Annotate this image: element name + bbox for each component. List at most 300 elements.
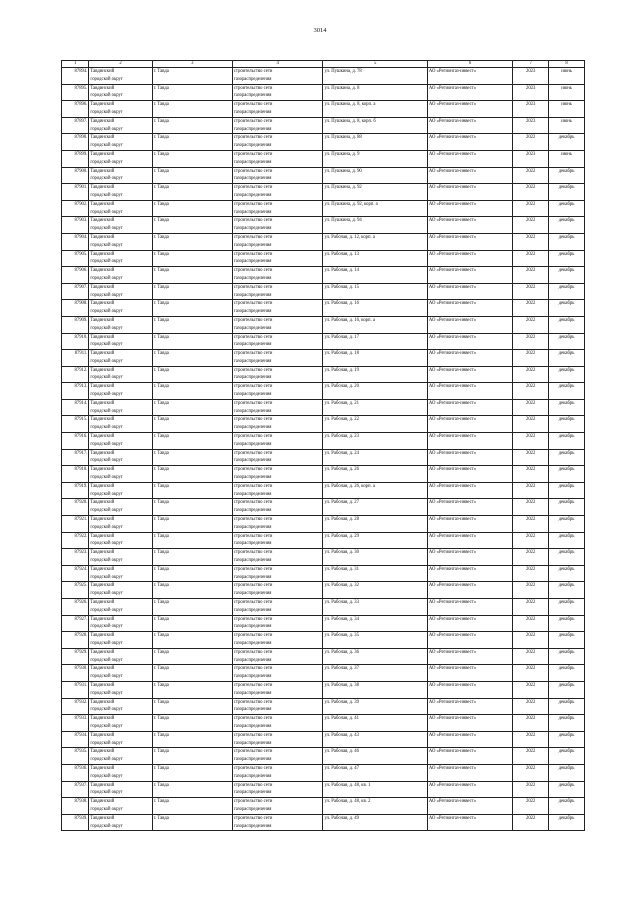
row-number: 87900. — [62, 167, 89, 184]
city-cell: г. Тавда — [152, 383, 232, 400]
work-line-1: строительство сети — [233, 583, 273, 589]
month-cell: декабрь — [549, 565, 585, 582]
row-number: 87933. — [62, 715, 89, 732]
address-cell: ул. Рабочая, д. 37 — [323, 665, 427, 682]
month-cell: декабрь — [549, 715, 585, 732]
table-row — [62, 449, 585, 466]
district-line-1: Тавдинский — [90, 168, 115, 174]
district-cell — [89, 101, 152, 118]
work-cell — [232, 814, 323, 831]
work-cell — [232, 582, 323, 599]
district-line-2: городской округ — [90, 342, 123, 348]
work-line-2: газораспределения — [233, 624, 272, 630]
work-line-1: строительство сети — [233, 517, 273, 523]
district-cell — [89, 449, 152, 466]
organization-cell: АО «Регионгаз-инвест» — [427, 217, 512, 234]
year-cell: 2022 — [513, 565, 549, 582]
year-cell: 2022 — [513, 449, 549, 466]
organization-cell: АО «Регионгаз-инвест» — [427, 532, 512, 549]
district-line-1: Тавдинский — [90, 284, 115, 290]
city-cell: г. Тавда — [152, 599, 232, 616]
row-number: 87905. — [62, 250, 89, 267]
work-cell — [232, 200, 323, 217]
address-cell: ул. Рабочая, д. 12, корп. а — [323, 233, 427, 250]
district-line-2: городской округ — [90, 109, 123, 115]
district-cell — [89, 599, 152, 616]
district-cell — [89, 781, 152, 798]
work-line-2: газораспределения — [233, 757, 272, 763]
district-line-1: Тавдинский — [90, 135, 115, 141]
work-line-1: строительство сети — [233, 400, 273, 406]
table-row — [62, 764, 585, 781]
year-cell: 2022 — [513, 648, 549, 665]
work-line-2: газораспределения — [233, 558, 272, 564]
city-cell: г. Тавда — [152, 117, 232, 134]
organization-cell: АО «Регионгаз-инвест» — [427, 333, 512, 350]
district-line-2: городской округ — [90, 275, 123, 281]
organization-cell: АО «Регионгаз-инвест» — [427, 615, 512, 632]
table-row — [62, 798, 585, 815]
address-cell: ул. Рабочая, д. 48, кв. 2 — [323, 798, 427, 815]
work-line-1: строительство сети — [233, 85, 273, 91]
month-cell: декабрь — [549, 781, 585, 798]
work-cell — [232, 84, 323, 101]
work-line-2: газораспределения — [233, 126, 272, 132]
table-row — [62, 814, 585, 831]
city-cell: г. Тавда — [152, 167, 232, 184]
month-cell: декабрь — [549, 516, 585, 533]
district-cell — [89, 233, 152, 250]
organization-cell: АО «Регионгаз-инвест» — [427, 814, 512, 831]
work-line-2: газораспределения — [233, 325, 272, 331]
organization-cell: АО «Регионгаз-инвест» — [427, 283, 512, 300]
district-line-1: Тавдинский — [90, 616, 115, 622]
work-line-1: строительство сети — [233, 334, 273, 340]
district-line-1: Тавдинский — [90, 467, 115, 473]
row-number: 87911. — [62, 350, 89, 367]
row-number: 87915. — [62, 416, 89, 433]
district-line-2: городской округ — [90, 740, 123, 746]
work-line-2: газораспределения — [233, 574, 272, 580]
work-line-2: газораспределения — [233, 93, 272, 99]
district-cell — [89, 764, 152, 781]
organization-cell: АО «Регионгаз-инвест» — [427, 300, 512, 317]
address-cell: ул. Пушкина, д. 78 — [323, 68, 427, 85]
district-line-2: городской округ — [90, 541, 123, 547]
work-cell — [232, 134, 323, 151]
organization-cell: АО «Регионгаз-инвест» — [427, 731, 512, 748]
work-cell — [232, 532, 323, 549]
district-line-2: городской округ — [90, 773, 123, 779]
work-cell — [232, 781, 323, 798]
city-cell: г. Тавда — [152, 101, 232, 118]
district-cell — [89, 184, 152, 201]
district-cell — [89, 499, 152, 516]
row-number: 87921. — [62, 516, 89, 533]
address-cell: ул. Рабочая, д. 36 — [323, 648, 427, 665]
month-cell: декабрь — [549, 250, 585, 267]
district-line-1: Тавдинский — [90, 367, 115, 373]
year-cell: 2022 — [513, 300, 549, 317]
city-cell: г. Тавда — [152, 267, 232, 284]
work-line-1: строительство сети — [233, 765, 273, 771]
year-cell: 2022 — [513, 482, 549, 499]
organization-cell: АО «Регионгаз-инвест» — [427, 665, 512, 682]
district-line-2: городской округ — [90, 392, 123, 398]
district-line-2: городской округ — [90, 76, 123, 82]
address-cell: ул. Рабочая, д. 31 — [323, 565, 427, 582]
year-cell: 2022 — [513, 681, 549, 698]
month-cell: декабрь — [549, 217, 585, 234]
year-cell: 2022 — [513, 433, 549, 450]
district-cell — [89, 217, 152, 234]
work-line-1: строительство сети — [233, 367, 273, 373]
work-line-1: строительство сети — [233, 185, 273, 191]
table-row — [62, 665, 585, 682]
district-line-1: Тавдинский — [90, 699, 115, 705]
table-row — [62, 715, 585, 732]
city-cell: г. Тавда — [152, 665, 232, 682]
work-line-2: газораспределения — [233, 159, 272, 165]
work-cell — [232, 150, 323, 167]
organization-cell: АО «Регионгаз-инвест» — [427, 582, 512, 599]
table-row — [62, 582, 585, 599]
month-cell: декабрь — [549, 233, 585, 250]
table-row — [62, 150, 585, 167]
work-line-1: строительство сети — [233, 649, 273, 655]
organization-cell: АО «Регионгаз-инвест» — [427, 117, 512, 134]
district-line-1: Тавдинский — [90, 799, 115, 805]
table-row — [62, 482, 585, 499]
row-number: 87920. — [62, 499, 89, 516]
district-cell — [89, 267, 152, 284]
work-line-2: газораспределения — [233, 591, 272, 597]
district-line-1: Тавдинский — [90, 483, 115, 489]
city-cell: г. Тавда — [152, 150, 232, 167]
city-cell: г. Тавда — [152, 814, 232, 831]
year-cell: 2022 — [513, 233, 549, 250]
district-line-1: Тавдинский — [90, 566, 115, 572]
month-cell: июнь — [549, 101, 585, 118]
work-cell — [232, 466, 323, 483]
table-row — [62, 565, 585, 582]
organization-cell: АО «Регионгаз-инвест» — [427, 599, 512, 616]
address-cell: ул. Рабочая, д. 18 — [323, 350, 427, 367]
row-number: 87930. — [62, 665, 89, 682]
column-header: 4 — [232, 61, 323, 68]
address-cell: ул. Рабочая, д. 49 — [323, 814, 427, 831]
work-cell — [232, 316, 323, 333]
organization-cell: АО «Регионгаз-инвест» — [427, 449, 512, 466]
work-line-1: строительство сети — [233, 500, 273, 506]
work-line-2: газораспределения — [233, 309, 272, 315]
year-cell: 2023 — [513, 84, 549, 101]
header-row — [62, 61, 585, 68]
city-cell: г. Тавда — [152, 283, 232, 300]
address-cell: ул. Рабочая, д. 15 — [323, 283, 427, 300]
work-cell — [232, 731, 323, 748]
work-line-1: строительство сети — [233, 616, 273, 622]
column-header: 8 — [549, 61, 585, 68]
work-cell — [232, 101, 323, 118]
work-cell — [232, 416, 323, 433]
work-line-2: газораспределения — [233, 226, 272, 232]
month-cell: декабрь — [549, 416, 585, 433]
district-line-1: Тавдинский — [90, 533, 115, 539]
row-number: 87907. — [62, 283, 89, 300]
district-cell — [89, 715, 152, 732]
row-number: 87931. — [62, 681, 89, 698]
work-cell — [232, 233, 323, 250]
city-cell: г. Тавда — [152, 516, 232, 533]
work-cell — [232, 184, 323, 201]
district-line-1: Тавдинский — [90, 600, 115, 605]
city-cell: г. Тавда — [152, 565, 232, 582]
month-cell: декабрь — [549, 134, 585, 151]
city-cell: г. Тавда — [152, 449, 232, 466]
year-cell: 2022 — [513, 333, 549, 350]
address-cell: ул. Пушкина, д. 8, корп. б — [323, 117, 427, 134]
row-number: 87918. — [62, 466, 89, 483]
year-cell: 2022 — [513, 731, 549, 748]
row-number: 87908. — [62, 300, 89, 317]
work-cell — [232, 615, 323, 632]
address-cell: ул. Рабочая, д. 24 — [323, 449, 427, 466]
district-line-2: городской округ — [90, 640, 123, 646]
year-cell: 2023 — [513, 150, 549, 167]
work-line-1: строительство сети — [233, 699, 273, 705]
year-cell: 2023 — [513, 117, 549, 134]
district-line-2: городской округ — [90, 159, 123, 165]
district-line-2: городской округ — [90, 690, 123, 696]
work-cell — [232, 798, 323, 815]
organization-cell: АО «Регионгаз-инвест» — [427, 798, 512, 815]
district-line-2: городской округ — [90, 259, 123, 265]
table-row — [62, 433, 585, 450]
work-line-1: строительство сети — [233, 284, 273, 290]
district-cell — [89, 632, 152, 649]
district-line-2: городской округ — [90, 491, 123, 497]
city-cell: г. Тавда — [152, 499, 232, 516]
year-cell: 2022 — [513, 416, 549, 433]
district-line-2: городской округ — [90, 93, 123, 99]
organization-cell: АО «Регионгаз-инвест» — [427, 433, 512, 450]
table-row — [62, 101, 585, 118]
district-line-1: Тавдинский — [90, 384, 115, 390]
district-cell — [89, 167, 152, 184]
address-cell: ул. Пушкина, д. 92 — [323, 184, 427, 201]
district-cell — [89, 466, 152, 483]
year-cell: 2022 — [513, 632, 549, 649]
organization-cell: АО «Регионгаз-инвест» — [427, 267, 512, 284]
month-cell: декабрь — [549, 283, 585, 300]
row-number: 87939. — [62, 814, 89, 831]
work-line-1: строительство сети — [233, 251, 273, 257]
row-number: 87896. — [62, 101, 89, 118]
table-row — [62, 134, 585, 151]
city-cell: г. Тавда — [152, 350, 232, 367]
city-cell: г. Тавда — [152, 316, 232, 333]
year-cell: 2022 — [513, 184, 549, 201]
city-cell: г. Тавда — [152, 233, 232, 250]
row-number: 87897. — [62, 117, 89, 134]
city-cell: г. Тавда — [152, 615, 232, 632]
address-cell: ул. Рабочая, д. 23 — [323, 433, 427, 450]
month-cell: декабрь — [549, 814, 585, 831]
city-cell: г. Тавда — [152, 648, 232, 665]
row-number: 87899. — [62, 150, 89, 167]
month-cell: декабрь — [549, 184, 585, 201]
table-row — [62, 267, 585, 284]
district-cell — [89, 366, 152, 383]
work-line-1: строительство сети — [233, 533, 273, 539]
organization-cell: АО «Регионгаз-инвест» — [427, 648, 512, 665]
month-cell: декабрь — [549, 267, 585, 284]
district-line-2: городской округ — [90, 707, 123, 713]
district-line-1: Тавдинский — [90, 69, 115, 74]
work-cell — [232, 764, 323, 781]
district-line-1: Тавдинский — [90, 765, 115, 771]
organization-cell: АО «Регионгаз-инвест» — [427, 482, 512, 499]
district-line-2: городской округ — [90, 508, 123, 514]
year-cell: 2022 — [513, 582, 549, 599]
month-cell: июнь — [549, 68, 585, 85]
district-cell — [89, 798, 152, 815]
district-line-1: Тавдинский — [90, 201, 115, 207]
row-number: 87903. — [62, 217, 89, 234]
district-line-1: Тавдинский — [90, 102, 115, 108]
address-cell: ул. Рабочая, д. 14 — [323, 267, 427, 284]
table-row — [62, 333, 585, 350]
district-line-1: Тавдинский — [90, 301, 115, 307]
work-cell — [232, 68, 323, 85]
district-line-1: Тавдинский — [90, 583, 115, 589]
organization-cell: АО «Регионгаз-инвест» — [427, 499, 512, 516]
table-row — [62, 200, 585, 217]
address-cell: ул. Рабочая, д. 21 — [323, 399, 427, 416]
month-cell: декабрь — [549, 582, 585, 599]
district-cell — [89, 615, 152, 632]
district-line-1: Тавдинский — [90, 218, 115, 224]
row-number: 87917. — [62, 449, 89, 466]
organization-cell: АО «Регионгаз-инвест» — [427, 698, 512, 715]
district-line-1: Тавдинский — [90, 649, 115, 655]
address-cell: ул. Рабочая, д. 34 — [323, 615, 427, 632]
month-cell: декабрь — [549, 350, 585, 367]
work-cell — [232, 167, 323, 184]
address-cell: ул. Рабочая, д. 20 — [323, 383, 427, 400]
district-cell — [89, 482, 152, 499]
work-line-1: строительство сети — [233, 69, 273, 74]
work-cell — [232, 565, 323, 582]
month-cell: декабрь — [549, 648, 585, 665]
year-cell: 2022 — [513, 200, 549, 217]
table-row — [62, 167, 585, 184]
month-cell: декабрь — [549, 681, 585, 698]
organization-cell: АО «Регионгаз-инвест» — [427, 516, 512, 533]
work-line-2: газораспределения — [233, 242, 272, 248]
row-number: 87916. — [62, 433, 89, 450]
district-line-2: городской округ — [90, 242, 123, 248]
column-header: 2 — [89, 61, 152, 68]
organization-cell: АО «Регионгаз-инвест» — [427, 466, 512, 483]
work-cell — [232, 217, 323, 234]
district-line-2: городской округ — [90, 192, 123, 198]
work-line-2: газораспределения — [233, 441, 272, 447]
district-line-1: Тавдинский — [90, 749, 115, 755]
work-line-1: строительство сети — [233, 749, 273, 755]
work-line-2: газораспределения — [233, 192, 272, 198]
city-cell: г. Тавда — [152, 300, 232, 317]
work-cell — [232, 549, 323, 566]
organization-cell: АО «Регионгаз-инвест» — [427, 399, 512, 416]
month-cell: декабрь — [549, 366, 585, 383]
month-cell: декабрь — [549, 300, 585, 317]
city-cell: г. Тавда — [152, 764, 232, 781]
table-row — [62, 532, 585, 549]
organization-cell: АО «Регионгаз-инвест» — [427, 150, 512, 167]
work-line-2: газораспределения — [233, 690, 272, 696]
address-cell: ул. Рабочая, д. 46 — [323, 748, 427, 765]
work-line-2: газораспределения — [233, 143, 272, 149]
address-cell: ул. Рабочая, д. 27 — [323, 499, 427, 516]
work-line-1: строительство сети — [233, 168, 273, 174]
work-line-2: газораспределения — [233, 790, 272, 796]
city-cell: г. Тавда — [152, 715, 232, 732]
address-cell: ул. Рабочая, д. 41 — [323, 715, 427, 732]
organization-cell: АО «Регионгаз-инвест» — [427, 416, 512, 433]
district-line-1: Тавдинский — [90, 400, 115, 406]
row-number: 87926. — [62, 599, 89, 616]
district-line-2: городской округ — [90, 574, 123, 580]
city-cell: г. Тавда — [152, 433, 232, 450]
city-cell: г. Тавда — [152, 482, 232, 499]
year-cell: 2022 — [513, 615, 549, 632]
page-number: 3014 — [313, 27, 327, 34]
city-cell: г. Тавда — [152, 250, 232, 267]
district-line-1: Тавдинский — [90, 732, 115, 738]
district-line-2: городской округ — [90, 143, 123, 149]
district-cell — [89, 416, 152, 433]
district-line-2: городской округ — [90, 757, 123, 763]
address-cell: ул. Рабочая, д. 13 — [323, 250, 427, 267]
district-cell — [89, 681, 152, 698]
month-cell: декабрь — [549, 383, 585, 400]
work-line-2: газораспределения — [233, 342, 272, 348]
organization-cell: АО «Регионгаз-инвест» — [427, 764, 512, 781]
district-line-2: городской округ — [90, 475, 123, 481]
district-line-2: городской округ — [90, 674, 123, 680]
district-line-2: городской округ — [90, 309, 123, 315]
address-cell: ул. Рабочая, д. 16 — [323, 300, 427, 317]
work-line-1: строительство сети — [233, 135, 273, 141]
row-number: 87913. — [62, 383, 89, 400]
row-number: 87901. — [62, 184, 89, 201]
organization-cell: АО «Регионгаз-инвест» — [427, 200, 512, 217]
district-cell — [89, 665, 152, 682]
district-line-1: Тавдинский — [90, 251, 115, 257]
work-line-2: газораспределения — [233, 209, 272, 215]
work-cell — [232, 399, 323, 416]
month-cell: декабрь — [549, 748, 585, 765]
work-cell — [232, 250, 323, 267]
city-cell: г. Тавда — [152, 366, 232, 383]
month-cell: декабрь — [549, 549, 585, 566]
work-line-1: строительство сети — [233, 716, 273, 722]
year-cell: 2022 — [513, 665, 549, 682]
year-cell: 2022 — [513, 217, 549, 234]
district-line-1: Тавдинский — [90, 351, 115, 357]
